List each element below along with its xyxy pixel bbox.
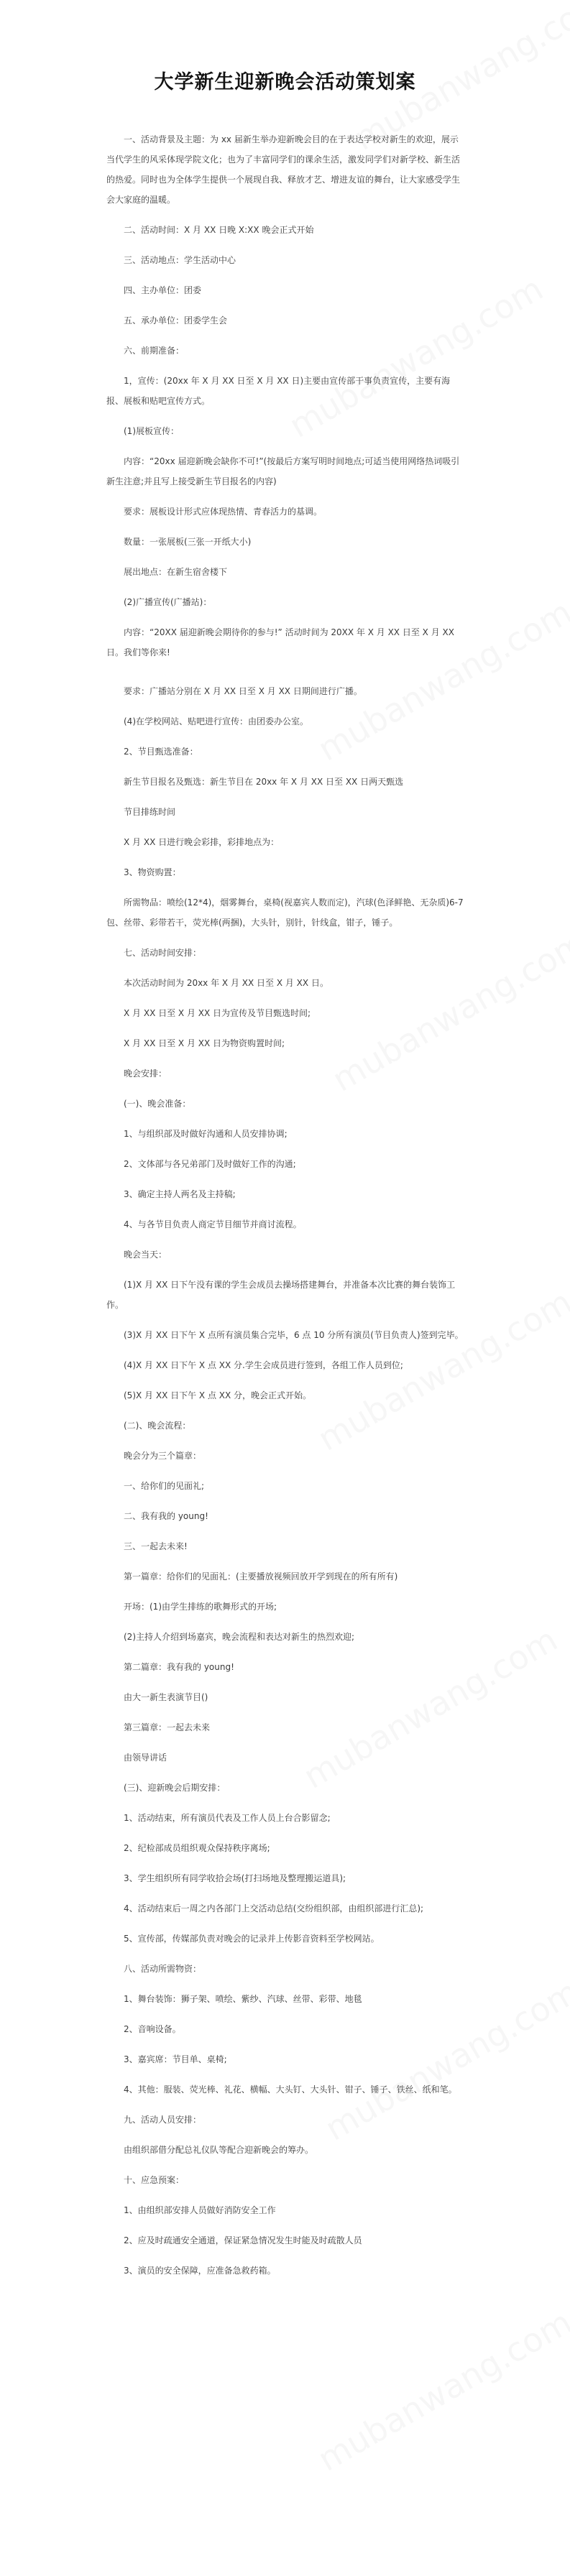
paragraph-opening-1: 开场：(1)由学生排练的歌舞形式的开场; (124, 1602, 277, 1612)
paragraph-board-heading: (1)展板宣传： (124, 426, 179, 436)
paragraph-day-1: (1)X 月 XX 日下午没有课的学生会成员去操场搭建舞台，并准备本次比赛的舞台装饰工作。 (106, 1280, 456, 1310)
section-preparation: 六、前期准备： (124, 346, 185, 356)
paragraph-day-4: (4)X 月 XX 日下午 X 点 XX 分.学生会成员进行签到，各组工作人员到位; (124, 1360, 403, 1370)
paragraph-schedule-publicity: X 月 XX 日至 X 月 XX 日为宣传及节目甄选时间; (124, 1008, 311, 1018)
paragraph-after-4: 4、活动结束后一周之内各部门上交活动总结(交纷组织部，由组织部进行汇总); (124, 1903, 424, 1913)
paragraph-material-3: 3、嘉宾席：节目单、桌椅; (124, 2054, 227, 2064)
paragraph-board-content: 内容：“20xx 届迎新晚会缺你不可!”(按最后方案写明时间地点;可适当使用网络热词吸引新生注意;并且写上接受新生节目报名的内容) (106, 456, 460, 486)
paragraph-organizer: 四、主办单位：团委 (124, 285, 202, 295)
paragraph-leader-speech: 由领导讲话 (124, 1753, 167, 1763)
paragraph-opening-2: (2)主持人介绍到场嘉宾，晚会流程和表达对新生的热烈欢迎; (124, 1632, 355, 1642)
paragraph-after-2: 2、纪检部成员组织观众保持秩序离场; (124, 1843, 270, 1853)
section-emergency: 十、应急预案： (124, 2175, 185, 2185)
paragraph-rehearsal-time: 节目排练时间 (124, 807, 176, 817)
section-staffing: 九、活动人员安排： (124, 2115, 202, 2125)
section-materials: 八、活动所需物资： (124, 1964, 202, 1974)
paragraph-prep-4: 4、与各节目负责人商定节目细节并商讨流程。 (124, 1219, 302, 1229)
paragraph-day-5: (5)X 月 XX 日下午 X 点 XX 分，晚会正式开始。 (124, 1390, 312, 1400)
paragraph-board-quantity: 数量：一张展板(三张一开纸大小) (124, 537, 252, 547)
paragraph-board-requirement: 要求：展板设计形式应体现热情、青春活力的基调。 (124, 507, 323, 517)
paragraph-after-3: 3、学生组织所有同学收拾会场(打扫场地及整理搬运道具); (124, 1873, 346, 1883)
paragraph-emergency-1: 1、由组织部安排人员做好消防安全工作 (124, 2205, 276, 2215)
paragraph-prep-2: 2、文体部与各兄弟部门及时做好工作的沟通; (124, 1159, 296, 1169)
paragraph-time: 二、活动时间：X 月 XX 日晚 X:XX 晚会正式开始 (124, 225, 314, 235)
paragraph-program-selection: 2、节目甄选准备： (124, 747, 198, 757)
paragraph-after-1: 1、活动结束，所有演员代表及工作人员上台合影留念; (124, 1813, 331, 1823)
paragraph-after-party: (三)、迎新晚会后期安排： (124, 1783, 226, 1793)
paragraph-host: 五、承办单位：团委学生会 (124, 315, 228, 326)
section-schedule: 七、活动时间安排： (124, 948, 202, 958)
paragraph-chapter-1-detail: 第一篇章：给你们的见面礼：(主要播放视频回放开学到现在的所有所有) (124, 1571, 398, 1582)
paragraph-party-arrangement: 晚会安排： (124, 1068, 167, 1079)
paragraph-radio-content: 内容：“20XX 届迎新晚会期待你的参与!” 活动时间为 20XX 年 X 月 XX 日至 X 月 XX 日。我们等你来! (106, 627, 454, 657)
paragraph-background: 一、活动背景及主题：为 xx 届新生举办迎新晚会目的在于表达学校对新生的欢迎，展示当代学生的风采体现学院文化；也为了丰富同学们的课余生活，激发同学们对新学校、新生活的热爱。同时也为全体学生提供一个展现自我、释放才艺、增进友谊的舞台，让大家感受学生会大家庭的温暖。 (106, 134, 461, 205)
paragraph-party-flow: (二)、晚会流程： (124, 1421, 191, 1431)
paragraph-purchase-heading: 3、物资购置： (124, 867, 181, 877)
paragraph-material-1: 1、舞台装饰：狮子架、喷绘、紫纱、汽球、丝带、彩带、地毯 (124, 1994, 362, 2004)
paragraph-radio-heading: (2)广播宣传(广播站)： (124, 597, 212, 607)
paragraph-prep-3: 3、确定主持人两名及主持稿; (124, 1189, 236, 1199)
paragraph-three-chapters: 晚会分为三个篇章： (124, 1451, 202, 1461)
paragraph-location: 三、活动地点：学生活动中心 (124, 255, 236, 265)
paragraph-day-3: (3)X 月 XX 日下午 X 点所有演员集合完毕，6 点 10 分所有演员(节目负责人)签到完毕。 (124, 1330, 464, 1340)
paragraph-chapter-2: 二、我有我的 young! (124, 1511, 208, 1521)
paragraph-chapter-1: 一、给你们的见面礼; (124, 1481, 205, 1491)
paragraph-chapter-2-detail: 第二篇章：我有我的 young! (124, 1662, 234, 1672)
paragraph-radio-requirement: 要求：广播站分别在 X 月 XX 日至 X 月 XX 日期间进行广播。 (124, 686, 362, 696)
paragraph-party-day: 晚会当天： (124, 1250, 167, 1260)
paragraph-emergency-3: 3、演员的安全保障，应准备急救药箱。 (124, 2266, 276, 2276)
paragraph-selection-detail: 新生节目报名及甄选：新生节目在 20xx 年 X 月 XX 日至 XX 日两天甄选 (124, 777, 404, 787)
paragraph-schedule-range: 本次活动时间为 20xx 年 X 月 XX 日至 X 月 XX 日。 (124, 978, 328, 988)
watermark (311, 2302, 570, 2479)
paragraph-prep-1: 1、与组织部及时做好沟通和人员安排协调; (124, 1129, 288, 1139)
paragraph-schedule-purchase: X 月 XX 日至 X 月 XX 日为物资购置时间; (124, 1038, 285, 1048)
document-title: 大学新生迎新晚会活动策划案 (154, 71, 416, 93)
paragraph-material-4: 4、其他：服装、荧光棒、礼花、横幅、大头钉、大头针、钳子、锤子、铁丝、纸和笔。 (124, 2085, 457, 2095)
paragraph-after-5: 5、宣传部，传媒部负责对晚会的记录并上传影音资料至学校网站。 (124, 1934, 380, 1944)
paragraph-website: (4)在学校网站、贴吧进行宣传：由团委办公室。 (124, 716, 308, 726)
paragraph-staffing-detail: 由组织部借分配总礼仪队等配合迎新晚会的筹办。 (124, 2145, 314, 2155)
document-body (106, 129, 466, 2291)
paragraph-freshman-show: 由大一新生表演节目() (124, 1692, 208, 1702)
paragraph-party-prep: (一)、晚会准备： (124, 1099, 191, 1109)
paragraph-purchase-items: 所需物品：喷绘(12*4)，烟雾舞台，桌椅(视嘉宾人数而定)，汽球(色泽鲜艳、无杂质)6-7 包、丝带、彩带若干，荧光棒(两捆)，大头针，别针，针线盒，钳子，锤子。 (106, 897, 464, 928)
paragraph-chapter-3-detail: 第三篇章：一起去未来 (124, 1722, 211, 1732)
paragraph-rehearsal: X 月 XX 日进行晚会彩排，彩排地点为： (124, 837, 280, 847)
paragraph-publicity: 1，宣传：(20xx 年 X 月 XX 日至 X 月 XX 日)主要由宣传部干事负责宣传，主要有海报、展板和贴吧宣传方式。 (106, 376, 451, 406)
paragraph-chapter-3: 三、一起去未来! (124, 1541, 188, 1551)
paragraph-board-location: 展出地点：在新生宿舍楼下 (124, 567, 228, 577)
paragraph-material-2: 2、音响设备。 (124, 2024, 181, 2034)
paragraph-emergency-2: 2、应及时疏通安全通道，保证紧急情况发生时能及时疏散人员 (124, 2235, 362, 2245)
